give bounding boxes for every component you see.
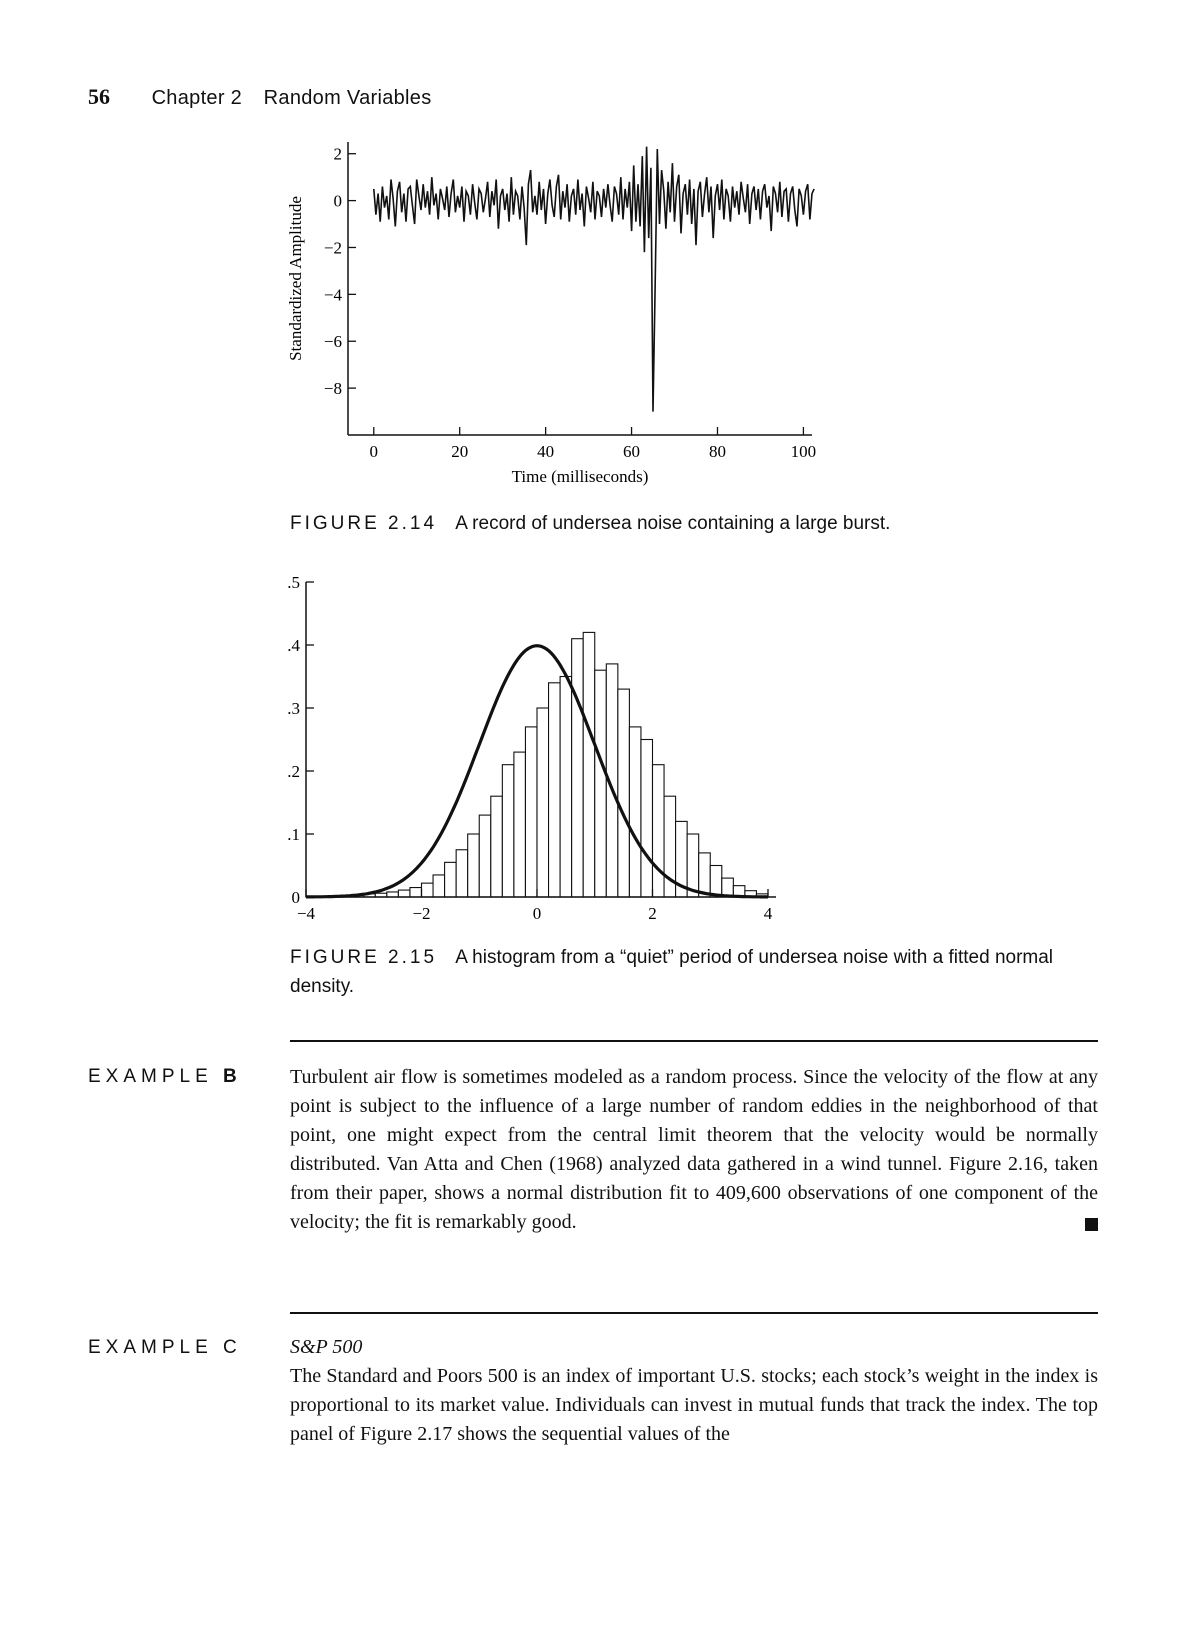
chapter-label: Chapter 2 — [151, 87, 243, 109]
histogram-bar — [525, 727, 537, 897]
y-tick-label: .4 — [287, 636, 300, 655]
histogram-bar — [583, 632, 595, 897]
x-tick-label: 4 — [763, 904, 773, 923]
y-tick-label: .3 — [287, 699, 300, 718]
chapter-title: Random Variables — [263, 87, 432, 109]
page-number: 56 — [88, 84, 110, 109]
histogram-bar — [653, 765, 665, 897]
example-c-body — [290, 1333, 1098, 1449]
x-tick-label: −2 — [412, 904, 431, 923]
y-tick-label: 0 — [291, 888, 300, 907]
y-tick-label: .1 — [287, 825, 300, 844]
x-tick-label: 40 — [537, 442, 555, 461]
figure-label: FIGURE 2.14 — [290, 513, 438, 534]
histogram-bar — [422, 883, 434, 897]
y-tick-label: .2 — [287, 762, 300, 781]
example-letter: B — [223, 1066, 237, 1087]
figure-2-15-chart — [270, 570, 810, 930]
histogram-bar — [572, 639, 584, 897]
x-tick-label: 60 — [623, 442, 641, 461]
y-tick-label: −4 — [323, 285, 342, 305]
histogram-bar — [433, 875, 445, 897]
histogram-bar — [629, 727, 641, 897]
x-tick-label: −4 — [296, 904, 316, 923]
y-tick-label: −8 — [323, 379, 342, 399]
histogram-bar — [445, 862, 457, 897]
example-c-label — [88, 1337, 242, 1359]
example-word: EXAMPLE — [88, 1337, 213, 1358]
histogram-bar — [699, 853, 711, 897]
histogram-bar — [468, 834, 480, 897]
example-c-text: The Standard and Poors 500 is an index of important U.S. stocks; each stock’s weight in the index is proportional to its market value. Individuals can invest in mutual funds that track the index. The top panel of Figure 2.17 shows the sequential values of the — [290, 1365, 1098, 1445]
figure-label: FIGURE 2.15 — [290, 947, 438, 968]
histogram-bar — [491, 796, 503, 897]
example-c-title: S&P 500 — [290, 1336, 363, 1358]
x-tick-label: 80 — [708, 442, 726, 461]
histogram-bar — [618, 689, 630, 897]
end-of-example-square-icon — [1085, 1218, 1098, 1231]
histogram-bar — [549, 683, 561, 897]
y-tick-label: −6 — [323, 332, 342, 352]
y-tick-label: −2 — [323, 238, 342, 258]
caption-text: A record of undersea noise containing a large burst. — [455, 513, 891, 534]
section-rule — [290, 1040, 1098, 1042]
histogram-bar — [410, 888, 422, 897]
figure-2-15-caption — [290, 943, 1090, 1001]
x-tick-label: 0 — [369, 442, 379, 461]
x-axis-label: Time (milliseconds) — [511, 467, 649, 486]
histogram-bar — [560, 677, 572, 898]
section-rule — [290, 1312, 1098, 1314]
example-word: EXAMPLE — [88, 1066, 213, 1087]
histogram-bar — [514, 752, 526, 897]
figure-2-14-caption — [290, 509, 1090, 538]
x-tick-label: 2 — [648, 904, 657, 923]
histogram-bar — [641, 740, 653, 898]
x-tick-label: 0 — [532, 904, 542, 923]
histogram-bar — [502, 765, 514, 897]
histogram-bar — [456, 850, 468, 897]
histogram-bar — [537, 708, 549, 897]
histogram-bar — [398, 890, 410, 897]
y-tick-label: 0 — [333, 191, 342, 211]
noise-series-line — [374, 147, 814, 412]
y-axis-label: Standardized Amplitude — [286, 196, 305, 361]
example-b-label — [88, 1066, 237, 1088]
example-b-body — [290, 1063, 1098, 1237]
x-tick-label: 20 — [451, 442, 469, 461]
example-b-text: Turbulent air flow is sometimes modeled as a random process. Since the velocity of the flow at any point is subject to the influence of a large number of random eddies in the neighborhood of that point, one might expect from the central limit theorem that the velocity would be normally distributed. Van Atta and Chen (1968) analyzed data gathered in a wind tunnel. Figure 2.16, taken from their paper, shows a normal distribution fit to 409,600 observations of one component of the velocity; the fit is remarkably good. — [290, 1066, 1098, 1233]
histogram-bar — [710, 866, 722, 898]
histogram-bar — [387, 892, 399, 897]
histogram-bar — [479, 815, 491, 897]
caption-text: A histogram from a “quiet” period of undersea noise with a fitted normal density. — [290, 947, 1054, 997]
y-tick-label: .5 — [287, 573, 300, 592]
y-tick-label: 2 — [333, 144, 342, 164]
x-tick-label: 100 — [790, 442, 817, 461]
histogram-bar — [595, 670, 607, 897]
figure-2-14-chart — [270, 130, 850, 500]
example-letter: C — [223, 1337, 242, 1358]
page-header — [88, 84, 432, 110]
